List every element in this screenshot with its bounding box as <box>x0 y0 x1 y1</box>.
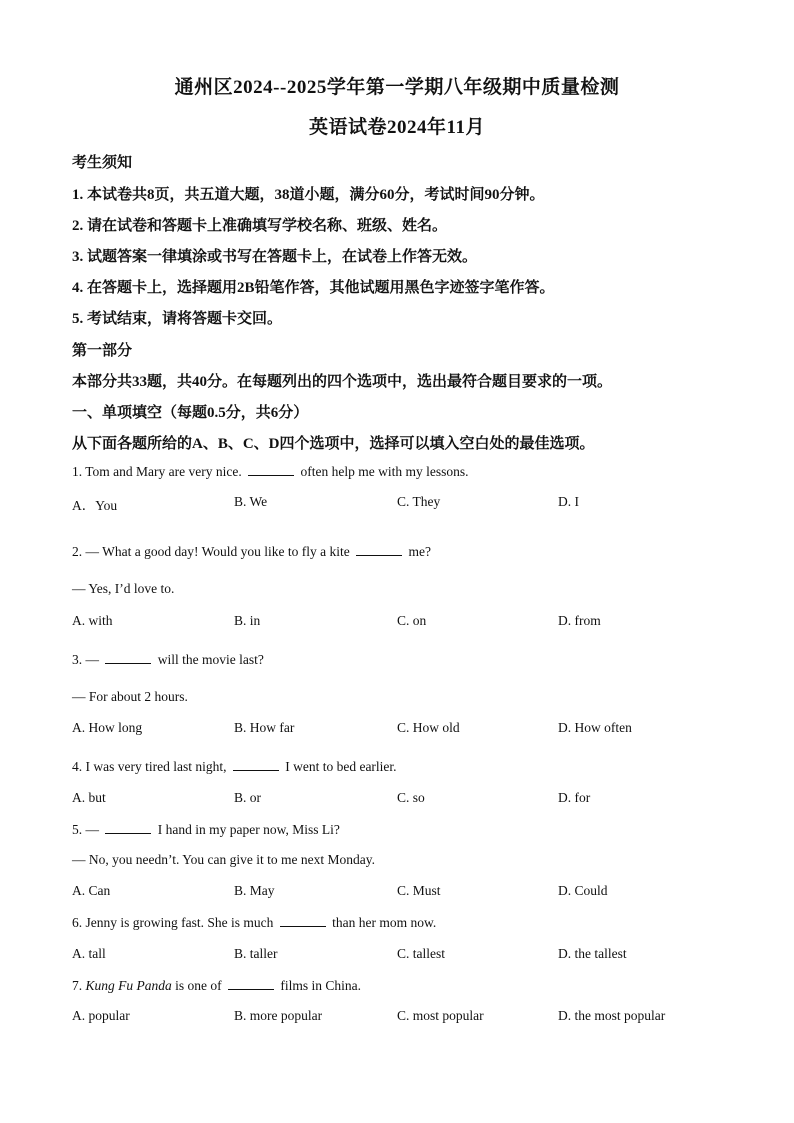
option-b: B. more popular <box>234 1008 323 1023</box>
film-title: Kung Fu Panda <box>85 978 172 993</box>
question-3-reply: — For about 2 hours. <box>72 689 188 704</box>
option-d: D. from <box>558 613 601 628</box>
question-text: I hand in my paper now, Miss Li? <box>154 822 340 837</box>
option-d: D. for <box>558 790 591 805</box>
question-7 <box>72 977 361 994</box>
question-text: 1. Tom and Mary are very nice. <box>72 464 246 479</box>
exam-title: 通州区2024--2025学年第一学期八年级期中质量检测 <box>174 77 620 98</box>
question-text: 6. Jenny is growing fast. She is much <box>72 915 277 930</box>
notice-item: 3. 试题答案一律填涂或书写在答题卡上，在试卷上作答无效。 <box>72 249 478 265</box>
part-description: 本部分共33题，共40分。在每题列出的四个选项中，选出最符合题目要求的一项。 <box>72 374 613 390</box>
option-d: D. Could <box>558 883 608 898</box>
question-text: often help me with my lessons. <box>297 464 469 479</box>
option-c: C. most popular <box>397 1008 484 1023</box>
option-c: C. so <box>397 790 425 805</box>
option-d: D. How often <box>558 720 632 735</box>
question-text: I went to bed earlier. <box>281 759 397 774</box>
question-5-reply: — No, you needn’t. You can give it to me next Monday. <box>72 852 375 867</box>
section-instruction: 从下面各题所给的A、B、C、D四个选项中，选择可以填入空白处的最佳选项。 <box>72 436 595 452</box>
option-a: A. Can <box>72 883 111 898</box>
section-title: 一、单项填空（每题0.5分，共6分） <box>72 405 309 421</box>
options-1 <box>0 494 794 514</box>
answer-blank <box>105 651 151 664</box>
question-4 <box>72 758 397 775</box>
option-c: C. Must <box>397 883 441 898</box>
option-c: C. tallest <box>397 946 445 961</box>
option-a: A. popular <box>72 1008 130 1023</box>
options-7 <box>0 1008 794 1028</box>
question-text: 2. — What a good day! Would you like to fly a kite <box>72 544 354 559</box>
option-d: D. I <box>558 494 579 509</box>
part-heading: 第一部分 <box>72 343 133 359</box>
question-2 <box>72 543 431 560</box>
option-c: C. on <box>397 613 427 628</box>
notice-heading: 考生须知 <box>72 155 133 171</box>
question-text: 3. — <box>72 652 103 667</box>
question-text: 5. — <box>72 822 103 837</box>
notice-item: 1. 本试卷共8页，共五道大题，38道小题，满分60分，考试时间90分钟。 <box>72 187 545 203</box>
question-text: is one of <box>171 978 225 993</box>
option-b: B. How far <box>234 720 295 735</box>
options-4 <box>0 790 794 810</box>
option-b: B. taller <box>234 946 278 961</box>
option-b: B. or <box>234 790 261 805</box>
options-3 <box>0 720 794 740</box>
answer-blank <box>233 758 279 771</box>
question-text: films in China. <box>277 978 361 993</box>
option-b: B. in <box>234 613 261 628</box>
notice-item: 5. 考试结束，请将答题卡交回。 <box>72 311 283 327</box>
answer-blank <box>228 977 274 990</box>
option-c: C. How old <box>397 720 460 735</box>
question-1 <box>72 463 468 480</box>
notice-item: 2. 请在试卷和答题卡上准确填写学校名称、班级、姓名。 <box>72 218 448 234</box>
answer-blank <box>105 821 151 834</box>
question-5 <box>72 821 340 838</box>
answer-blank <box>248 463 294 476</box>
answer-blank <box>356 543 402 556</box>
options-5 <box>0 883 794 903</box>
option-a: A. tall <box>72 946 106 961</box>
option-b: B. We <box>234 494 268 509</box>
option-a: A．You <box>72 498 118 513</box>
option-a: A. How long <box>72 720 143 735</box>
options-6 <box>0 946 794 966</box>
option-c: C. They <box>397 494 441 509</box>
question-2-reply: — Yes, I’d love to. <box>72 581 175 596</box>
notice-item: 4. 在答题卡上，选择题用2B铅笔作答，其他试题用黑色字迹签字笔作答。 <box>72 280 555 296</box>
question-3 <box>72 651 264 668</box>
option-a: A. but <box>72 790 106 805</box>
question-6 <box>72 914 436 931</box>
answer-blank <box>280 914 326 927</box>
question-text: will the movie last? <box>154 652 264 667</box>
question-text: 4. I was very tired last night, <box>72 759 230 774</box>
option-b: B. May <box>234 883 275 898</box>
option-d: D. the tallest <box>558 946 627 961</box>
options-2 <box>0 613 794 633</box>
question-number: 7. <box>72 978 86 993</box>
option-d: D. the most popular <box>558 1008 666 1023</box>
question-text: than her mom now. <box>328 915 437 930</box>
exam-subtitle: 英语试卷2024年11月 <box>309 117 485 138</box>
question-text: me? <box>405 544 431 559</box>
option-a: A. with <box>72 613 113 628</box>
